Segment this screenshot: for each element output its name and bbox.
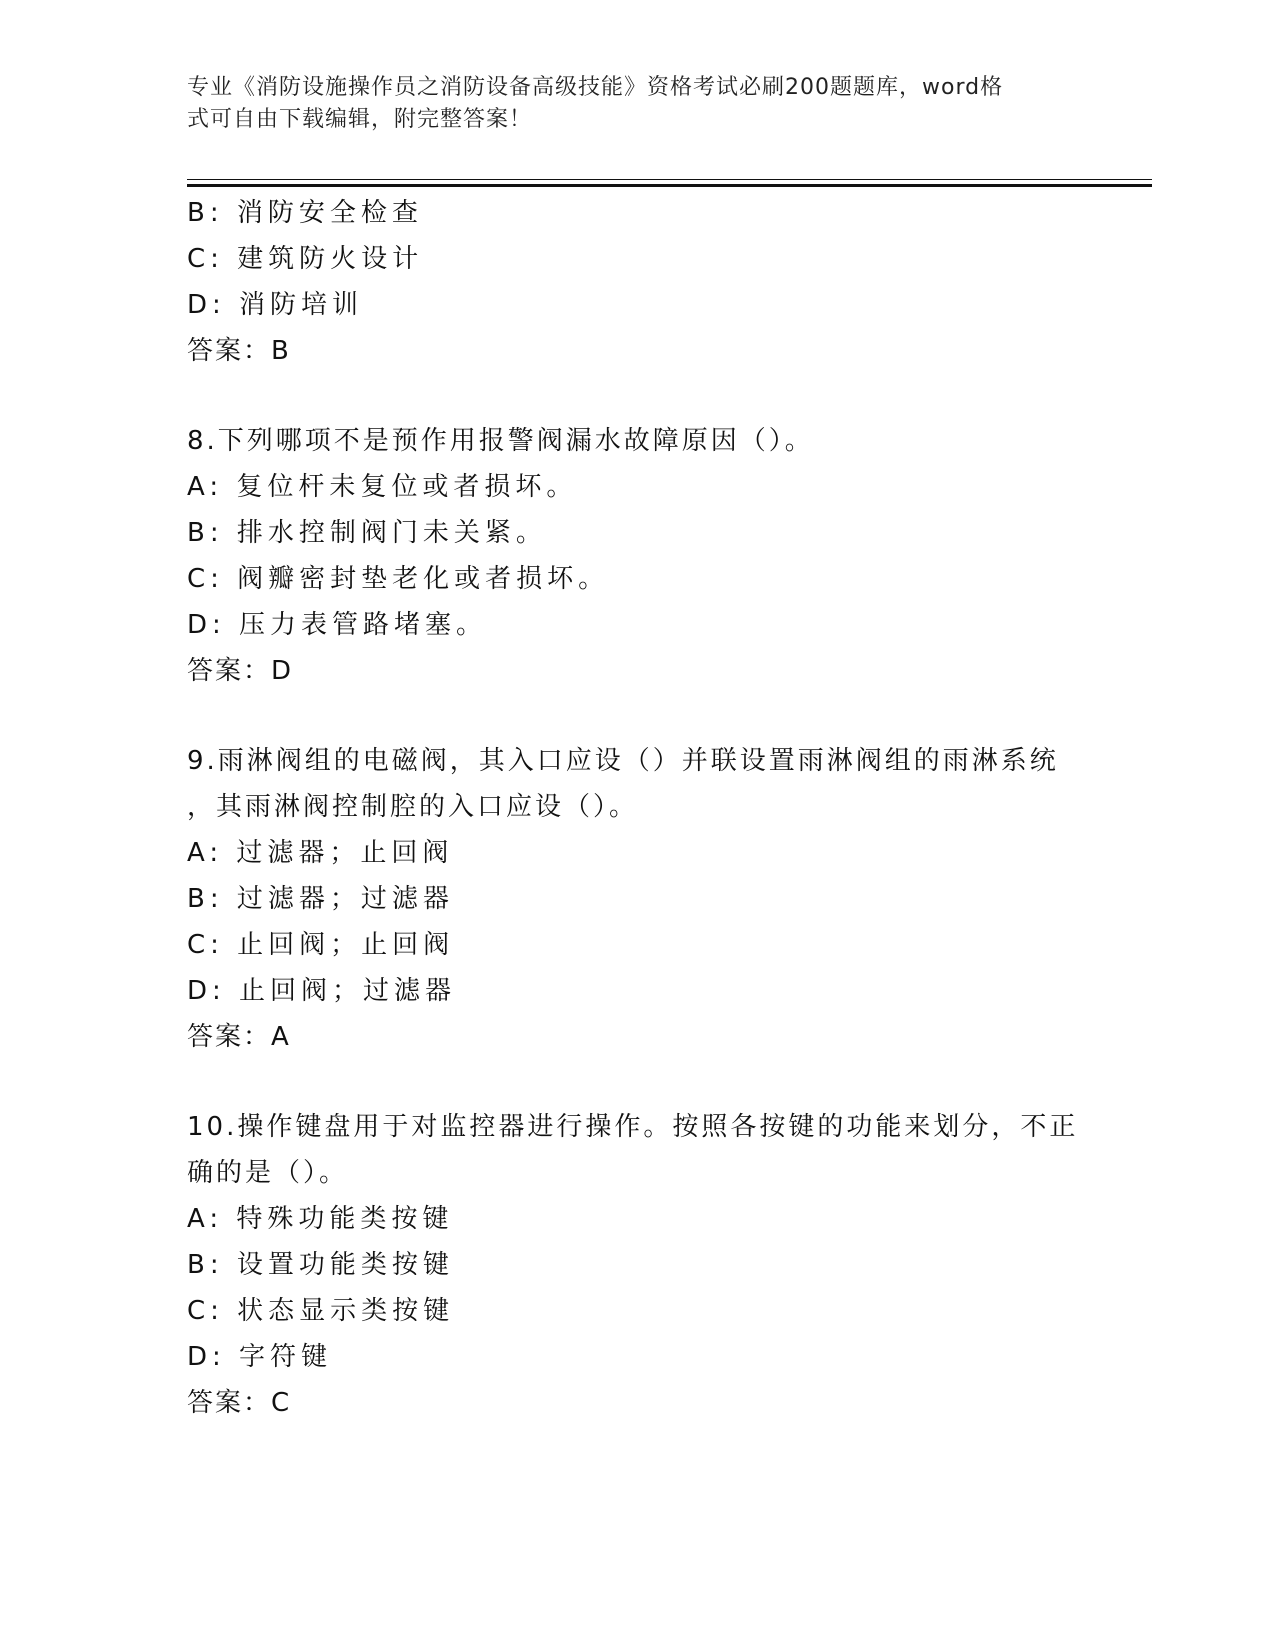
- header-line-2: 式可自由下载编辑，附完整答案！: [187, 107, 533, 132]
- option-c: C: 状态显示类按键: [187, 1296, 455, 1326]
- option-b: B: 消防安全检查: [187, 198, 423, 228]
- question-stem-continued: ，其雨淋阀控制腔的入口应设（）。: [187, 792, 639, 822]
- question-stem: 9.雨淋阀组的电磁阀，其入口应设（）并联设置雨淋阀组的雨淋系统: [187, 746, 1059, 776]
- option-d: D: 止回阀；过滤器: [187, 976, 457, 1006]
- option-d: D: 消防培训: [187, 290, 364, 320]
- header-divider-thick: [187, 184, 1152, 187]
- option-b: B: 过滤器；过滤器: [187, 884, 454, 914]
- document-header: [187, 72, 1087, 136]
- header-divider-thin: [187, 179, 1152, 180]
- option-c: C: 建筑防火设计: [187, 244, 424, 274]
- question-stem: 8.下列哪项不是预作用报警阀漏水故障原因（）。: [187, 426, 814, 456]
- document-body: [187, 190, 1087, 1426]
- header-line-1: 专业《消防设施操作员之消防设备高级技能》资格考试必刷200题题库，word格: [187, 75, 1004, 100]
- question-7-continued: [187, 190, 1087, 374]
- option-b: B: 排水控制阀门未关紧。: [187, 518, 547, 548]
- answer-line: 答案：C: [187, 1388, 292, 1418]
- option-d: D: 字符键: [187, 1342, 333, 1372]
- option-a: A: 过滤器；止回阀: [187, 838, 454, 868]
- answer-line: 答案：D: [187, 656, 294, 686]
- question-stem: 10.操作键盘用于对监控器进行操作。按照各按键的功能来划分，不正: [187, 1112, 1079, 1142]
- question-stem-continued: 确的是（）。: [187, 1158, 349, 1188]
- option-c: C: 阀瓣密封垫老化或者损坏。: [187, 564, 610, 594]
- option-c: C: 止回阀；止回阀: [187, 930, 455, 960]
- option-b: B: 设置功能类按键: [187, 1250, 454, 1280]
- option-a: A: 特殊功能类按键: [187, 1204, 454, 1234]
- option-a: A: 复位杆未复位或者损坏。: [187, 472, 578, 502]
- question-10: [187, 1104, 1087, 1426]
- question-8: [187, 418, 1087, 694]
- answer-line: 答案：B: [187, 336, 291, 366]
- answer-line: 答案：A: [187, 1022, 291, 1052]
- question-9: [187, 738, 1087, 1060]
- option-d: D: 压力表管路堵塞。: [187, 610, 488, 640]
